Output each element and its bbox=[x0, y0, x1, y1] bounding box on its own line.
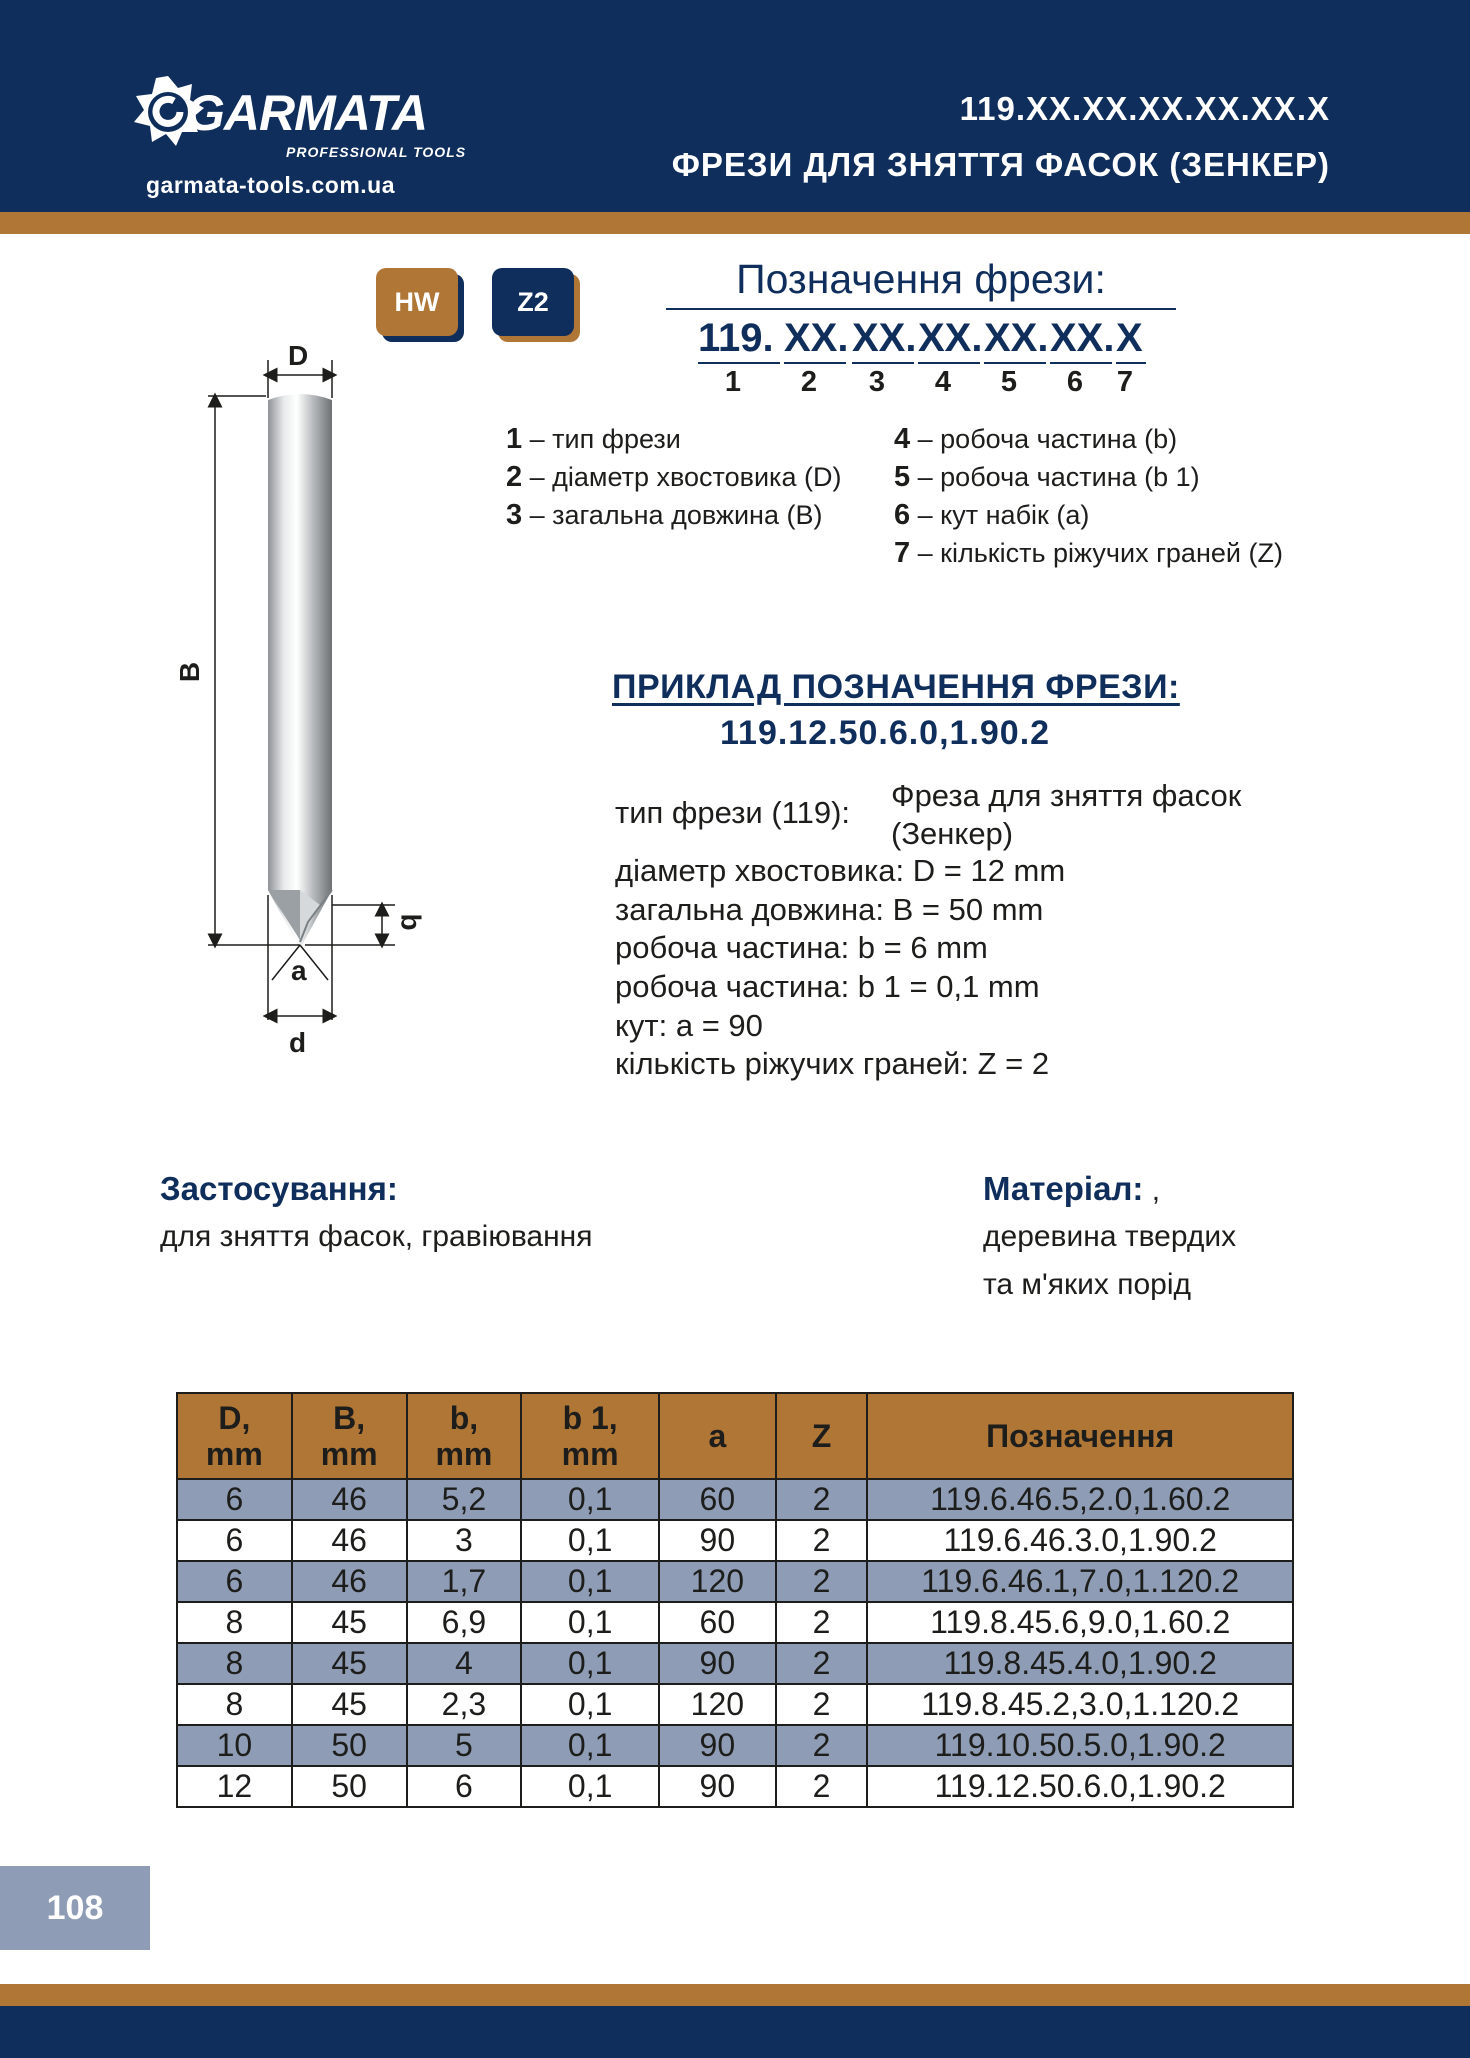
designation-code-number: 3 bbox=[868, 366, 886, 398]
page-number: 108 bbox=[0, 1866, 150, 1950]
table-row bbox=[177, 1479, 1293, 1520]
legend-item-2: 2 – діаметр хвостовика (D) bbox=[506, 461, 842, 493]
table-cell: 12 bbox=[177, 1766, 292, 1807]
application-title: Застосування: bbox=[160, 1170, 398, 1207]
table-cell: 90 bbox=[659, 1520, 776, 1561]
table-row bbox=[177, 1520, 1293, 1561]
designation-code-part: XX. bbox=[984, 316, 1049, 360]
brand-subtitle: PROFESSIONAL TOOLS bbox=[286, 144, 467, 160]
table-cell: 2,3 bbox=[407, 1684, 522, 1725]
designation-code-part: XX. bbox=[918, 316, 983, 360]
table-cell: 45 bbox=[292, 1643, 407, 1684]
table-cell: 2 bbox=[776, 1684, 868, 1725]
designation-code-underline bbox=[984, 362, 1046, 364]
table-row bbox=[177, 1561, 1293, 1602]
page-title: ФРЕЗИ ДЛЯ ЗНЯТТЯ ФАСОК (ЗЕНКЕР) bbox=[671, 146, 1330, 183]
designation-code-underline bbox=[1116, 362, 1146, 364]
table-cell: 0,1 bbox=[521, 1725, 659, 1766]
example-title: ПРИКЛАД ПОЗНАЧЕННЯ ФРЕЗИ: bbox=[612, 668, 1180, 706]
table-cell: 6 bbox=[177, 1479, 292, 1520]
specification-table bbox=[176, 1392, 1294, 1808]
dim-label-b: b bbox=[395, 913, 427, 931]
material-text-1: деревина твердих bbox=[983, 1220, 1237, 1253]
table-cell: 60 bbox=[659, 1602, 776, 1643]
designation-divider bbox=[666, 308, 1176, 310]
table-header-cell: Позначення bbox=[867, 1393, 1293, 1479]
table-cell: 120 bbox=[659, 1684, 776, 1725]
dim-label-a: a bbox=[291, 955, 307, 986]
example-line-working-part: робоча частина: b = 6 mm bbox=[615, 930, 988, 965]
table-header-cell: b 1, mm bbox=[521, 1393, 659, 1479]
table-cell: 5 bbox=[407, 1725, 522, 1766]
table-cell: 119.8.45.2,3.0,1.120.2 bbox=[867, 1684, 1293, 1725]
designation-code-part: 119. bbox=[698, 316, 774, 360]
table-cell: 0,1 bbox=[521, 1602, 659, 1643]
table-cell: 1,7 bbox=[407, 1561, 522, 1602]
table-cell: 60 bbox=[659, 1479, 776, 1520]
designation-code-underline bbox=[918, 362, 980, 364]
dim-label-d: d bbox=[289, 1027, 307, 1058]
brand-name: GARMATA bbox=[186, 85, 428, 141]
table-header-cell: D, mm bbox=[177, 1393, 292, 1479]
table-cell: 119.12.50.6.0,1.90.2 bbox=[867, 1766, 1293, 1807]
material-title: Матеріал: , bbox=[983, 1170, 1161, 1207]
table-row bbox=[177, 1766, 1293, 1807]
table-cell: 6,9 bbox=[407, 1602, 522, 1643]
example-type-value-2: (Зенкер) bbox=[891, 816, 1014, 851]
table-header-cell: B, mm bbox=[292, 1393, 407, 1479]
table-cell: 119.6.46.5,2.0,1.60.2 bbox=[867, 1479, 1293, 1520]
table-header-cell: b, mm bbox=[407, 1393, 522, 1479]
table-row bbox=[177, 1602, 1293, 1643]
legend-item-7: 7 – кількість ріжучих граней (Z) bbox=[894, 537, 1283, 569]
cutter-drawing bbox=[150, 330, 450, 1070]
table-cell: 119.8.45.4.0,1.90.2 bbox=[867, 1643, 1293, 1684]
table-cell: 2 bbox=[776, 1561, 868, 1602]
z2-badge: Z2 bbox=[492, 268, 574, 336]
table-cell: 119.10.50.5.0,1.90.2 bbox=[867, 1725, 1293, 1766]
material-text-2: та м'яких порід bbox=[983, 1268, 1192, 1301]
designation-code-part: XX. bbox=[784, 316, 849, 360]
table-row bbox=[177, 1725, 1293, 1766]
designation-code-number: 5 bbox=[1000, 366, 1018, 398]
table-row bbox=[177, 1684, 1293, 1725]
example-line-total-length: загальна довжина: B = 50 mm bbox=[615, 892, 1044, 927]
table-cell: 2 bbox=[776, 1479, 868, 1520]
example-type-value: Фреза для зняття фасок bbox=[891, 778, 1242, 813]
table-cell: 119.6.46.3.0,1.90.2 bbox=[867, 1520, 1293, 1561]
designation-code-underline bbox=[852, 362, 914, 364]
footer-stripe bbox=[0, 1984, 1470, 2006]
table-cell: 45 bbox=[292, 1684, 407, 1725]
table-cell: 2 bbox=[776, 1766, 868, 1807]
legend-item-1: 1 – тип фрези bbox=[506, 423, 681, 455]
table-cell: 90 bbox=[659, 1766, 776, 1807]
table-cell: 8 bbox=[177, 1602, 292, 1643]
table-cell: 119.8.45.6,9.0,1.60.2 bbox=[867, 1602, 1293, 1643]
designation-code-number: 6 bbox=[1066, 366, 1084, 398]
brand-logo bbox=[128, 62, 468, 172]
table-cell: 4 bbox=[407, 1643, 522, 1684]
legend-item-4: 4 – робоча частина (b) bbox=[894, 423, 1178, 455]
dim-label-D: D bbox=[288, 340, 309, 371]
table-cell: 119.6.46.1,7.0,1.120.2 bbox=[867, 1561, 1293, 1602]
dim-label-B: B bbox=[174, 661, 206, 683]
application-text: для зняття фасок, гравіювання bbox=[160, 1220, 593, 1253]
designation-code-part: X bbox=[1116, 316, 1143, 360]
table-cell: 50 bbox=[292, 1725, 407, 1766]
table-cell: 0,1 bbox=[521, 1684, 659, 1725]
table-cell: 5,2 bbox=[407, 1479, 522, 1520]
table-header-cell: a bbox=[659, 1393, 776, 1479]
page-footer bbox=[0, 2006, 1470, 2058]
example-line-shank-diameter: діаметр хвостовика: D = 12 mm bbox=[615, 853, 1066, 888]
designation-title: Позначення фрези: bbox=[736, 256, 1106, 302]
series-code: 119.XX.XX.XX.XX.XX.X bbox=[959, 90, 1330, 127]
table-cell: 50 bbox=[292, 1766, 407, 1807]
designation-code-number: 2 bbox=[800, 366, 818, 398]
designation-code-number: 7 bbox=[1116, 366, 1134, 398]
table-cell: 2 bbox=[776, 1520, 868, 1561]
table-cell: 10 bbox=[177, 1725, 292, 1766]
table-cell: 2 bbox=[776, 1643, 868, 1684]
example-line-angle: кут: a = 90 bbox=[615, 1008, 763, 1043]
page-header bbox=[0, 0, 1470, 212]
hw-badge: HW bbox=[376, 268, 458, 336]
table-cell: 2 bbox=[776, 1602, 868, 1643]
designation-code-underline bbox=[1050, 362, 1112, 364]
table-cell: 46 bbox=[292, 1561, 407, 1602]
example-line-cutting-edges: кількість ріжучих граней: Z = 2 bbox=[615, 1046, 1050, 1081]
designation-code-underline bbox=[698, 362, 780, 364]
designation-code-underline bbox=[784, 362, 846, 364]
legend-item-6: 6 – кут набік (a) bbox=[894, 499, 1090, 531]
header-stripe bbox=[0, 212, 1470, 234]
table-cell: 8 bbox=[177, 1643, 292, 1684]
table-row bbox=[177, 1643, 1293, 1684]
table-body bbox=[177, 1479, 1293, 1807]
designation-code-part: XX. bbox=[1050, 316, 1115, 360]
table-cell: 120 bbox=[659, 1561, 776, 1602]
designation-code-number: 1 bbox=[724, 366, 742, 398]
legend-item-5: 5 – робоча частина (b 1) bbox=[894, 461, 1200, 493]
table-cell: 90 bbox=[659, 1643, 776, 1684]
table-cell: 0,1 bbox=[521, 1520, 659, 1561]
table-cell: 8 bbox=[177, 1684, 292, 1725]
table-cell: 46 bbox=[292, 1479, 407, 1520]
table-cell: 0,1 bbox=[521, 1643, 659, 1684]
table-cell: 3 bbox=[407, 1520, 522, 1561]
table-cell: 6 bbox=[177, 1561, 292, 1602]
table-header-cell: Z bbox=[776, 1393, 868, 1479]
table-cell: 46 bbox=[292, 1520, 407, 1561]
table-cell: 2 bbox=[776, 1725, 868, 1766]
designation-code-part: XX. bbox=[852, 316, 917, 360]
example-code: 119.12.50.6.0,1.90.2 bbox=[720, 714, 1051, 752]
table-cell: 0,1 bbox=[521, 1766, 659, 1807]
example-type-label: тип фрези (119): bbox=[615, 795, 851, 830]
table-cell: 45 bbox=[292, 1602, 407, 1643]
table-cell: 0,1 bbox=[521, 1479, 659, 1520]
example-line-working-part-b1: робоча частина: b 1 = 0,1 mm bbox=[615, 969, 1040, 1004]
legend-item-3: 3 – загальна довжина (B) bbox=[506, 499, 823, 531]
table-cell: 0,1 bbox=[521, 1561, 659, 1602]
table-cell: 6 bbox=[407, 1766, 522, 1807]
table-cell: 6 bbox=[177, 1520, 292, 1561]
designation-code-number: 4 bbox=[934, 366, 952, 398]
brand-url[interactable]: garmata-tools.com.ua bbox=[146, 172, 395, 198]
table-cell: 90 bbox=[659, 1725, 776, 1766]
table-header-row bbox=[177, 1393, 1293, 1479]
